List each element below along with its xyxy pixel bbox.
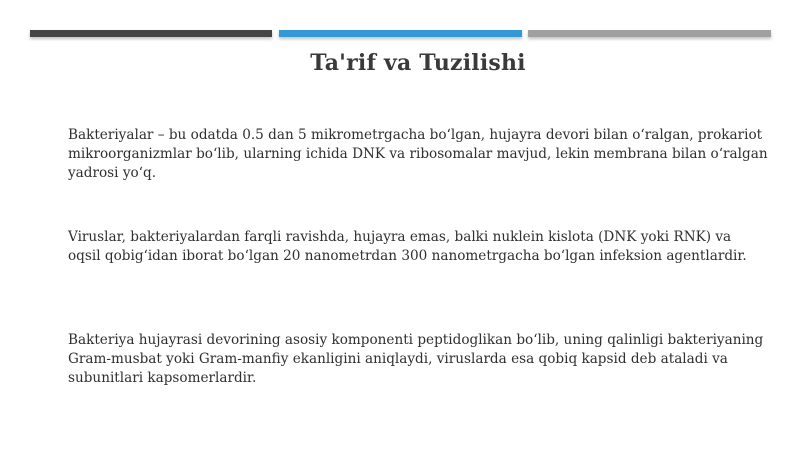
accent-bar-dark <box>30 30 272 37</box>
paragraph-bacteria-definition: Bakteriyalar – bu odatda 0.5 dan 5 mikrometrgacha boʻlgan, hujayra devori bilan oʻralgan, prokariot mikroorganizmlar boʻlib, ularning ichida DNK va ribosomalar mavjud, lekin membrana bilan oʻralgan yadrosi yoʻq. <box>68 127 768 181</box>
paragraph-cell-wall-structure: Bakteriya hujayrasi devorining asosiy komponenti peptidoglikan boʻlib, uning qalinligi bakteriyaning Gram-musbat yoki Gram-manfiy ekanligini aniqlaydi, viruslarda esa qobiq kapsid deb ataladi va subunitlari kapsomerlardir. <box>68 332 764 386</box>
paragraph-virus-definition: Viruslar, bakteriyalardan farqli ravishda, hujayra emas, balki nuklein kislota (DNK yoki RNK) va oqsil qobigʻidan iborat boʻlgan 20 nanometrdan 300 nanometrgacha boʻlgan infeksion agentlardir. <box>68 229 747 264</box>
accent-bar-blue <box>279 30 522 37</box>
accent-bar-gray <box>528 30 771 37</box>
slide-title: Ta'rif va Tuzilishi <box>310 50 526 76</box>
